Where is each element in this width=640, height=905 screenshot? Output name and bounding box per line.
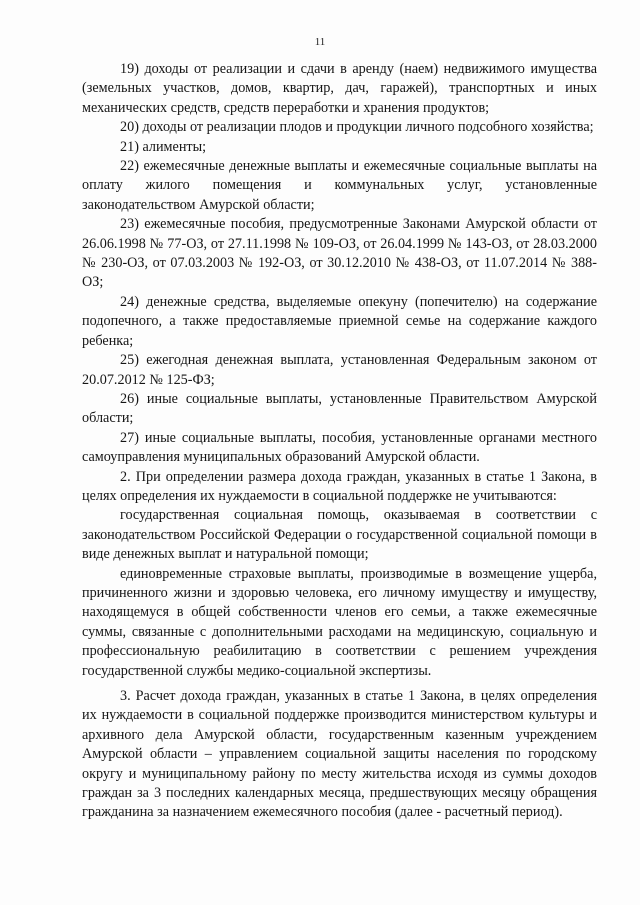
paragraph-item-22: 22) ежемесячные денежные выплаты и ежемесячные социальные выплаты на оплату жилого помещения и коммунальных услуг, установленные законодательством Амурской области; [82, 158, 597, 213]
document-body [82, 60, 597, 823]
page-number: 11 [314, 36, 326, 48]
paragraph-item-21: 21) алименты; [120, 138, 207, 155]
section-2-exclusion-state-aid: государственная социальная помощь, оказываемая в соответствии с законодательством Российской Федерации о государственной социальной помощи в виде денежных выплат и натуральной помощи; [82, 507, 597, 563]
paragraph-item-25: 25) ежегодная денежная выплата, установленная Федеральным законом от 20.07.2012 № 125-ФЗ; [82, 352, 597, 388]
paragraph-item-19: 19) доходы от реализации и сдачи в аренду (наем) недвижимого имущества (земельных участков, домов, квартир, дач, гаражей), транспортных и иных механических средств, средств переработки и хранения продуктов; [82, 61, 597, 116]
section-3-income-calculation: 3. Расчет дохода граждан, указанных в статье 1 Закона, в целях определения их нуждаемости в социальной поддержке производится министерством культуры и архивного дела Амурской области, государственным казенным учреждением Амурской области – управлением социальной защиты населения по городскому округу и муниципальному району по месту жительства исходя из суммы доходов граждан за 3 последних календарных месяца, предшествующих месяцу обращения гражданина за назначением ежемесячного пособия (далее - расчетный период). [82, 688, 597, 821]
section-2-intro: 2. При определении размера дохода граждан, указанных в статье 1 Закона, в целях определения их нуждаемости в социальной поддержке не учитываются: [82, 468, 597, 504]
paragraph-item-26: 26) иные социальные выплаты, установленные Правительством Амурской области; [82, 390, 597, 427]
paragraph-item-20: 20) доходы от реализации плодов и продукции личного подсобного хозяйства; [120, 119, 594, 136]
paragraph-item-27: 27) иные социальные выплаты, пособия, установленные органами местного самоуправления муниципальных образований Амурской области. [82, 429, 597, 466]
paragraph-item-24: 24) денежные средства, выделяемые опекуну (попечителю) на содержание подопечного, а также предоставляемые приемной семье на содержание каждого ребенка; [82, 293, 597, 349]
paragraph-item-23: 23) ежемесячные пособия, предусмотренные Законами Амурской области от 26.06.1998 № 77-ОЗ, от 27.11.1998 № 109-ОЗ, от 26.04.1999 № 143-ОЗ, от 28.03.2000 № 230-ОЗ, от 07.03.2003 № 192-ОЗ, от 30.12.2010 № 438-ОЗ, от 11.07.2014 № 388-ОЗ; [82, 216, 597, 291]
section-2-exclusion-insurance: единовременные страховые выплаты, производимые в возмещение ущерба, причиненного жизни и здоровью человека, его личному имуществу и имуществу, находящемуся в общей собственности членов его семьи, а также ежемесячные суммы, связанные с дополнительными расходами на медицинскую, социальную и профессиональную реабилитацию в соответствии с решением учреждения государственной службы медико-социальной экспертизы. [82, 565, 597, 679]
